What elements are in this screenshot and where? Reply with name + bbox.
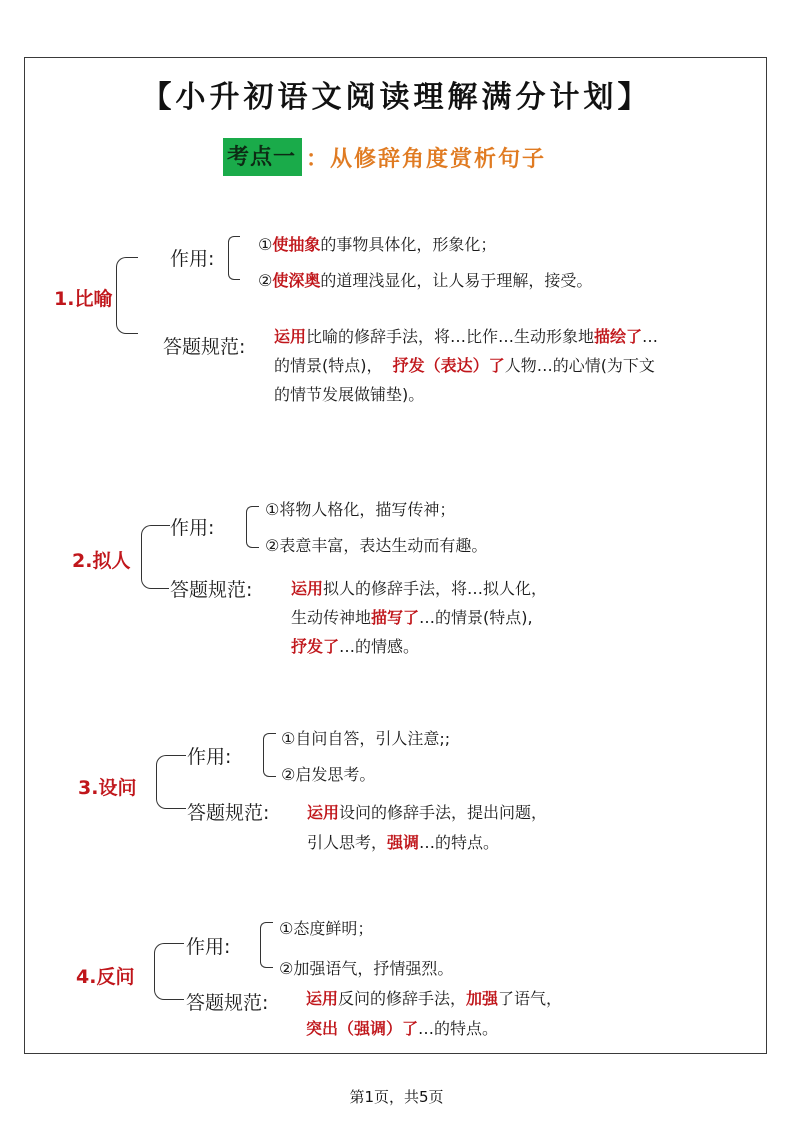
effect-item xyxy=(281,762,375,785)
answer-line xyxy=(306,986,562,1009)
effect-bracket xyxy=(228,236,240,280)
effect-item xyxy=(281,726,450,749)
effect-bracket xyxy=(246,506,259,548)
exam-point-tag: 考点一 xyxy=(223,138,302,176)
item-text: 表意丰富，表达生动而有趣。 xyxy=(279,536,488,555)
page-number: 第1页，共5页 xyxy=(349,1088,444,1106)
item-number: ② xyxy=(265,536,280,555)
item-number: ② xyxy=(279,959,294,978)
section-label: 1.比喻 xyxy=(54,288,113,310)
answer-format-label: 答题规范: xyxy=(170,579,253,601)
emphasis-text: 描绘了 xyxy=(594,327,643,346)
effect-label: 作用: xyxy=(186,936,231,958)
effect-item xyxy=(265,497,455,520)
line-text: 反问的修辞手法， xyxy=(338,989,467,1008)
line-text: 了语气， xyxy=(498,989,563,1008)
line-text: …的情景(特点), xyxy=(419,608,533,627)
item-number: ① xyxy=(258,235,273,254)
line-text: 的情节发展做铺垫)。 xyxy=(274,385,425,404)
effect-label: 作用: xyxy=(170,248,215,270)
section-label: 3.设问 xyxy=(78,777,137,799)
item-number: ② xyxy=(281,765,296,784)
item-text: 态度鲜明； xyxy=(293,919,374,938)
answer-line xyxy=(291,605,533,628)
item-number: ① xyxy=(279,919,294,938)
connector-line xyxy=(155,525,170,526)
emphasis-text: 抒发（表达）了 xyxy=(392,356,505,375)
emphasis-text: 使抽象 xyxy=(272,235,321,254)
effect-item xyxy=(265,533,487,556)
item-text: 将物人格化，描写传神； xyxy=(279,500,456,519)
section-label: 2.拟人 xyxy=(72,550,131,572)
answer-line xyxy=(291,634,419,657)
emphasis-text: 抒发了 xyxy=(291,637,340,656)
section-bracket xyxy=(154,943,184,1000)
line-text: … xyxy=(642,327,659,346)
emphasis-text: 运用 xyxy=(291,579,324,598)
line-text: 比喻的修辞手法，将…比作…生动形象地 xyxy=(306,327,595,346)
item-text: 加强语气，抒情强烈。 xyxy=(293,959,454,978)
emphasis-text: 描写了 xyxy=(371,608,420,627)
effect-label: 作用: xyxy=(187,746,232,768)
answer-format-label: 答题规范: xyxy=(163,336,246,358)
effect-label: 作用: xyxy=(170,517,215,539)
exam-point-colon: ： xyxy=(306,145,329,172)
exam-point-topic: 从修辞角度赏析句子 xyxy=(330,145,547,172)
effect-bracket xyxy=(260,922,273,968)
section-bracket xyxy=(156,755,186,809)
item-text: 的道理浅显化，让人易于理解，接受。 xyxy=(320,271,593,290)
answer-line xyxy=(291,576,547,599)
item-text: 的事物具体化，形象化； xyxy=(320,235,497,254)
page-title: 【小升初语文阅读理解满分计划】 xyxy=(141,80,652,115)
answer-line xyxy=(274,382,424,405)
exam-point-heading xyxy=(223,138,546,176)
effect-item xyxy=(279,916,373,939)
line-text: …的特点。 xyxy=(418,1019,499,1038)
item-number: ① xyxy=(281,729,296,748)
line-text: 引人思考， xyxy=(307,833,388,852)
emphasis-text: 强调 xyxy=(387,833,420,852)
item-text: 自问自答，引人注意;; xyxy=(295,729,451,748)
line-text: …的情感。 xyxy=(339,637,420,656)
line-text: 人物…的心情(为下文 xyxy=(504,356,655,375)
answer-line xyxy=(307,800,547,823)
emphasis-text: 加强 xyxy=(466,989,499,1008)
answer-line xyxy=(274,353,655,376)
emphasis-text: 运用 xyxy=(274,327,307,346)
effect-item xyxy=(258,232,496,255)
emphasis-text: 突出（强调）了 xyxy=(306,1019,419,1038)
effect-item xyxy=(258,268,592,291)
emphasis-text: 运用 xyxy=(306,989,339,1008)
answer-format-label: 答题规范: xyxy=(187,802,270,824)
line-text: 的情景(特点)， xyxy=(274,356,393,375)
answer-line xyxy=(306,1016,498,1039)
line-text: 生动传神地 xyxy=(291,608,372,627)
answer-format-label: 答题规范: xyxy=(186,992,269,1014)
emphasis-text: 使深奥 xyxy=(272,271,321,290)
item-text: 启发思考。 xyxy=(295,765,376,784)
section-bracket xyxy=(141,525,169,589)
item-number: ① xyxy=(265,500,280,519)
section-label: 4.反问 xyxy=(76,966,135,988)
line-text: …的特点。 xyxy=(419,833,500,852)
answer-line xyxy=(307,830,499,853)
item-number: ② xyxy=(258,271,273,290)
line-text: 拟人的修辞手法，将…拟人化， xyxy=(323,579,548,598)
answer-line xyxy=(274,324,658,347)
effect-bracket xyxy=(263,733,276,777)
line-text: 设问的修辞手法，提出问题， xyxy=(339,803,548,822)
section-bracket xyxy=(116,257,138,334)
effect-item xyxy=(279,956,453,979)
emphasis-text: 运用 xyxy=(307,803,340,822)
